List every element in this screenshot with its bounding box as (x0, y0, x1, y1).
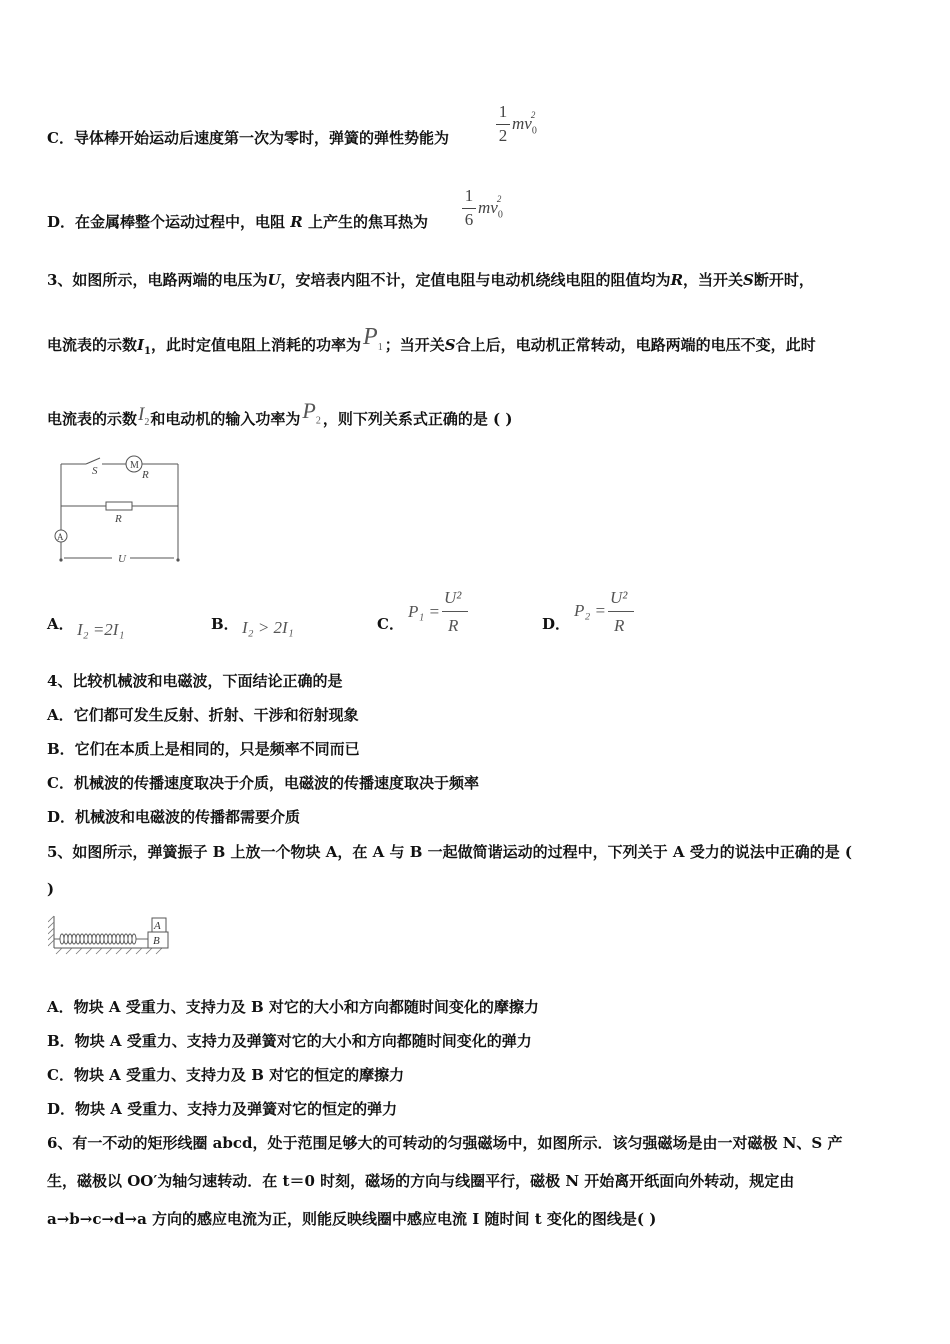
text: 电流表的示数 (47, 336, 138, 354)
q4-option-d: D．机械波和电磁波的传播都需要介质 (47, 808, 301, 826)
resistor-label: R (115, 513, 122, 525)
text: ，安培表内阻不计，定值电阻与电动机绕线电阻的阻值均为 (280, 271, 671, 289)
frac-denominator: 2 (498, 126, 508, 145)
mv-superscript: 2 (530, 110, 536, 121)
var-r: R (670, 271, 684, 289)
wall-hatching (48, 916, 54, 946)
option-text-pre: 在金属棒整个运动过程中，电阻 (75, 213, 286, 231)
q5-option-b: B．物块 A 受重力、支持力及弹簧对它的大小和方向都随时间变化的弹力 (47, 1032, 532, 1050)
q4-option-c: C．机械波的传播速度取决于介质，电磁波的传播速度取决于频率 (47, 774, 479, 792)
p-letter: P (363, 324, 378, 350)
p-sub: 1 (377, 341, 383, 353)
mv-subscript: 0 (531, 125, 537, 137)
q6-stem-line2: 生，磁极以 OO′为轴匀速转动．在 t＝0 时刻，磁场的方向与线圈平行，磁极 N 开始离开纸面向外转动，规定由 (47, 1172, 795, 1190)
text: ，此时定值电阻上消耗的功率为 (151, 336, 362, 354)
q3-option-c-den: R (448, 616, 459, 635)
option-text-post: 上产生的焦耳热为 (307, 213, 428, 231)
terminal-left (59, 558, 62, 561)
text: ；当开关 (384, 336, 445, 354)
q5-stem-line1: 5、如图所示，弹簧振子 B 上放一个物块 A，在 A 与 B 一起做简谐运动的过程中，下列关于 A 受力的说法中正确的是 ( (47, 843, 853, 861)
q3-option-d-den: R (614, 616, 625, 635)
option-letter: C． (47, 129, 74, 147)
text: ，当开关 (683, 271, 744, 289)
var-u: U (267, 271, 281, 289)
option-letter: D． (47, 213, 76, 231)
q3-option-d-lhs: P₂ = (574, 601, 607, 620)
floor-hatching (56, 948, 162, 954)
q3-option-a-letter: A． (47, 615, 74, 633)
switch-label: S (92, 465, 98, 477)
q3-option-b-formula: I₂ > 2I₁ (242, 618, 294, 637)
text: 断开时， (753, 271, 814, 289)
frac-bar (462, 208, 476, 209)
var-s: S (743, 271, 754, 289)
mv-subscript: 0 (497, 209, 503, 221)
q3-option-c-num: U² (444, 588, 462, 607)
resistor-icon (106, 502, 132, 510)
motor-label: M (130, 460, 139, 471)
q3-option-a-formula: I₂ =2I₁ (77, 620, 125, 639)
var-i2 (138, 404, 150, 428)
text: 电流表的示数 (47, 410, 138, 428)
q6-stem-line3: a→b→c→d→a 方向的感应电流为正，则能反映线圈中感应电流 I 随时间 t 变化的图线是( ) (47, 1210, 657, 1228)
q3-stem-line3 (47, 398, 513, 437)
text: ，则下列关系式正确的是 ( ) (322, 410, 513, 428)
p-letter: P (302, 398, 316, 423)
q5-option-a: A．物块 A 受重力、支持力及 B 对它的大小和方向都随时间变化的摩擦力 (47, 998, 539, 1016)
block-a-label: A (154, 920, 161, 932)
frac-numerator: 1 (464, 186, 474, 205)
voltage-label: U (118, 553, 126, 565)
frac-denominator: 6 (464, 210, 474, 229)
mv-text: mv (512, 114, 532, 133)
i-letter: I (138, 404, 145, 425)
option-text: 导体棒开始运动后速度第一次为零时，弹簧的弹性势能为 (73, 129, 449, 147)
q6-stem-line1: 6、有一不动的矩形线圈 abcd，处于范围足够大的可转动的匀强磁场中，如图所示．该匀强磁场是由一对磁极 N、S 产 (47, 1134, 843, 1152)
motor-r-label: R (142, 469, 149, 481)
terminal-right (176, 558, 179, 561)
var-p1 (363, 324, 383, 353)
q4-option-a: A．它们都可发生反射、折射、干涉和衍射现象 (47, 706, 359, 724)
q3-option-d-letter: D． (542, 615, 571, 633)
q4-stem: 4、比较机械波和电磁波，下面结论正确的是 (47, 672, 343, 690)
var-s: S (444, 336, 456, 354)
q3-stem-line2 (47, 324, 816, 364)
i-sub: 2 (144, 416, 150, 428)
q5-stem-line2: ) (47, 880, 55, 898)
var-i1: I (137, 336, 145, 354)
text: 合上后，电动机正常转动，电路两端的电压不变，此时 (455, 336, 816, 354)
frac-numerator: 1 (498, 102, 508, 121)
spring-oscillator-diagram (48, 912, 172, 956)
q3-option-c-bar (442, 611, 468, 612)
q3-stem-line1 (47, 270, 814, 290)
frac-bar (496, 124, 510, 125)
q5-option-c: C．物块 A 受重力、支持力及 B 对它的恒定的摩擦力 (47, 1066, 405, 1084)
formula-mv (478, 194, 507, 221)
resistor-var: R (290, 213, 303, 231)
text: 3、如图所示，电路两端的电压为 (47, 271, 268, 289)
q3-option-b-letter: B． (211, 615, 239, 633)
switch-blade (86, 458, 100, 464)
q2-option-c (47, 128, 449, 148)
ammeter-label: A (57, 532, 64, 542)
block-b-label: B (153, 935, 160, 947)
var-i1-sub: 1 (144, 346, 152, 357)
mv-superscript: 2 (496, 194, 502, 205)
q3-option-c-lhs: P₁ = (408, 602, 441, 621)
q3-option-d-bar (608, 611, 634, 612)
var-p2 (302, 398, 321, 427)
q5-option-d: D．物块 A 受重力、支持力及弹簧对它的恒定的弹力 (47, 1100, 398, 1118)
p-sub: 2 (315, 415, 321, 427)
text: 和电动机的输入功率为 (150, 410, 301, 428)
q4-option-b: B．它们在本质上是相同的，只是频率不同而已 (47, 740, 360, 758)
mv-text: mv (478, 198, 498, 217)
q3-option-c-letter: C． (377, 615, 404, 633)
circuit-diagram (48, 452, 188, 570)
formula-mv (512, 110, 541, 137)
q3-option-d-num: U² (610, 588, 628, 607)
spring-icon (54, 934, 148, 944)
q2-option-d (47, 212, 428, 232)
